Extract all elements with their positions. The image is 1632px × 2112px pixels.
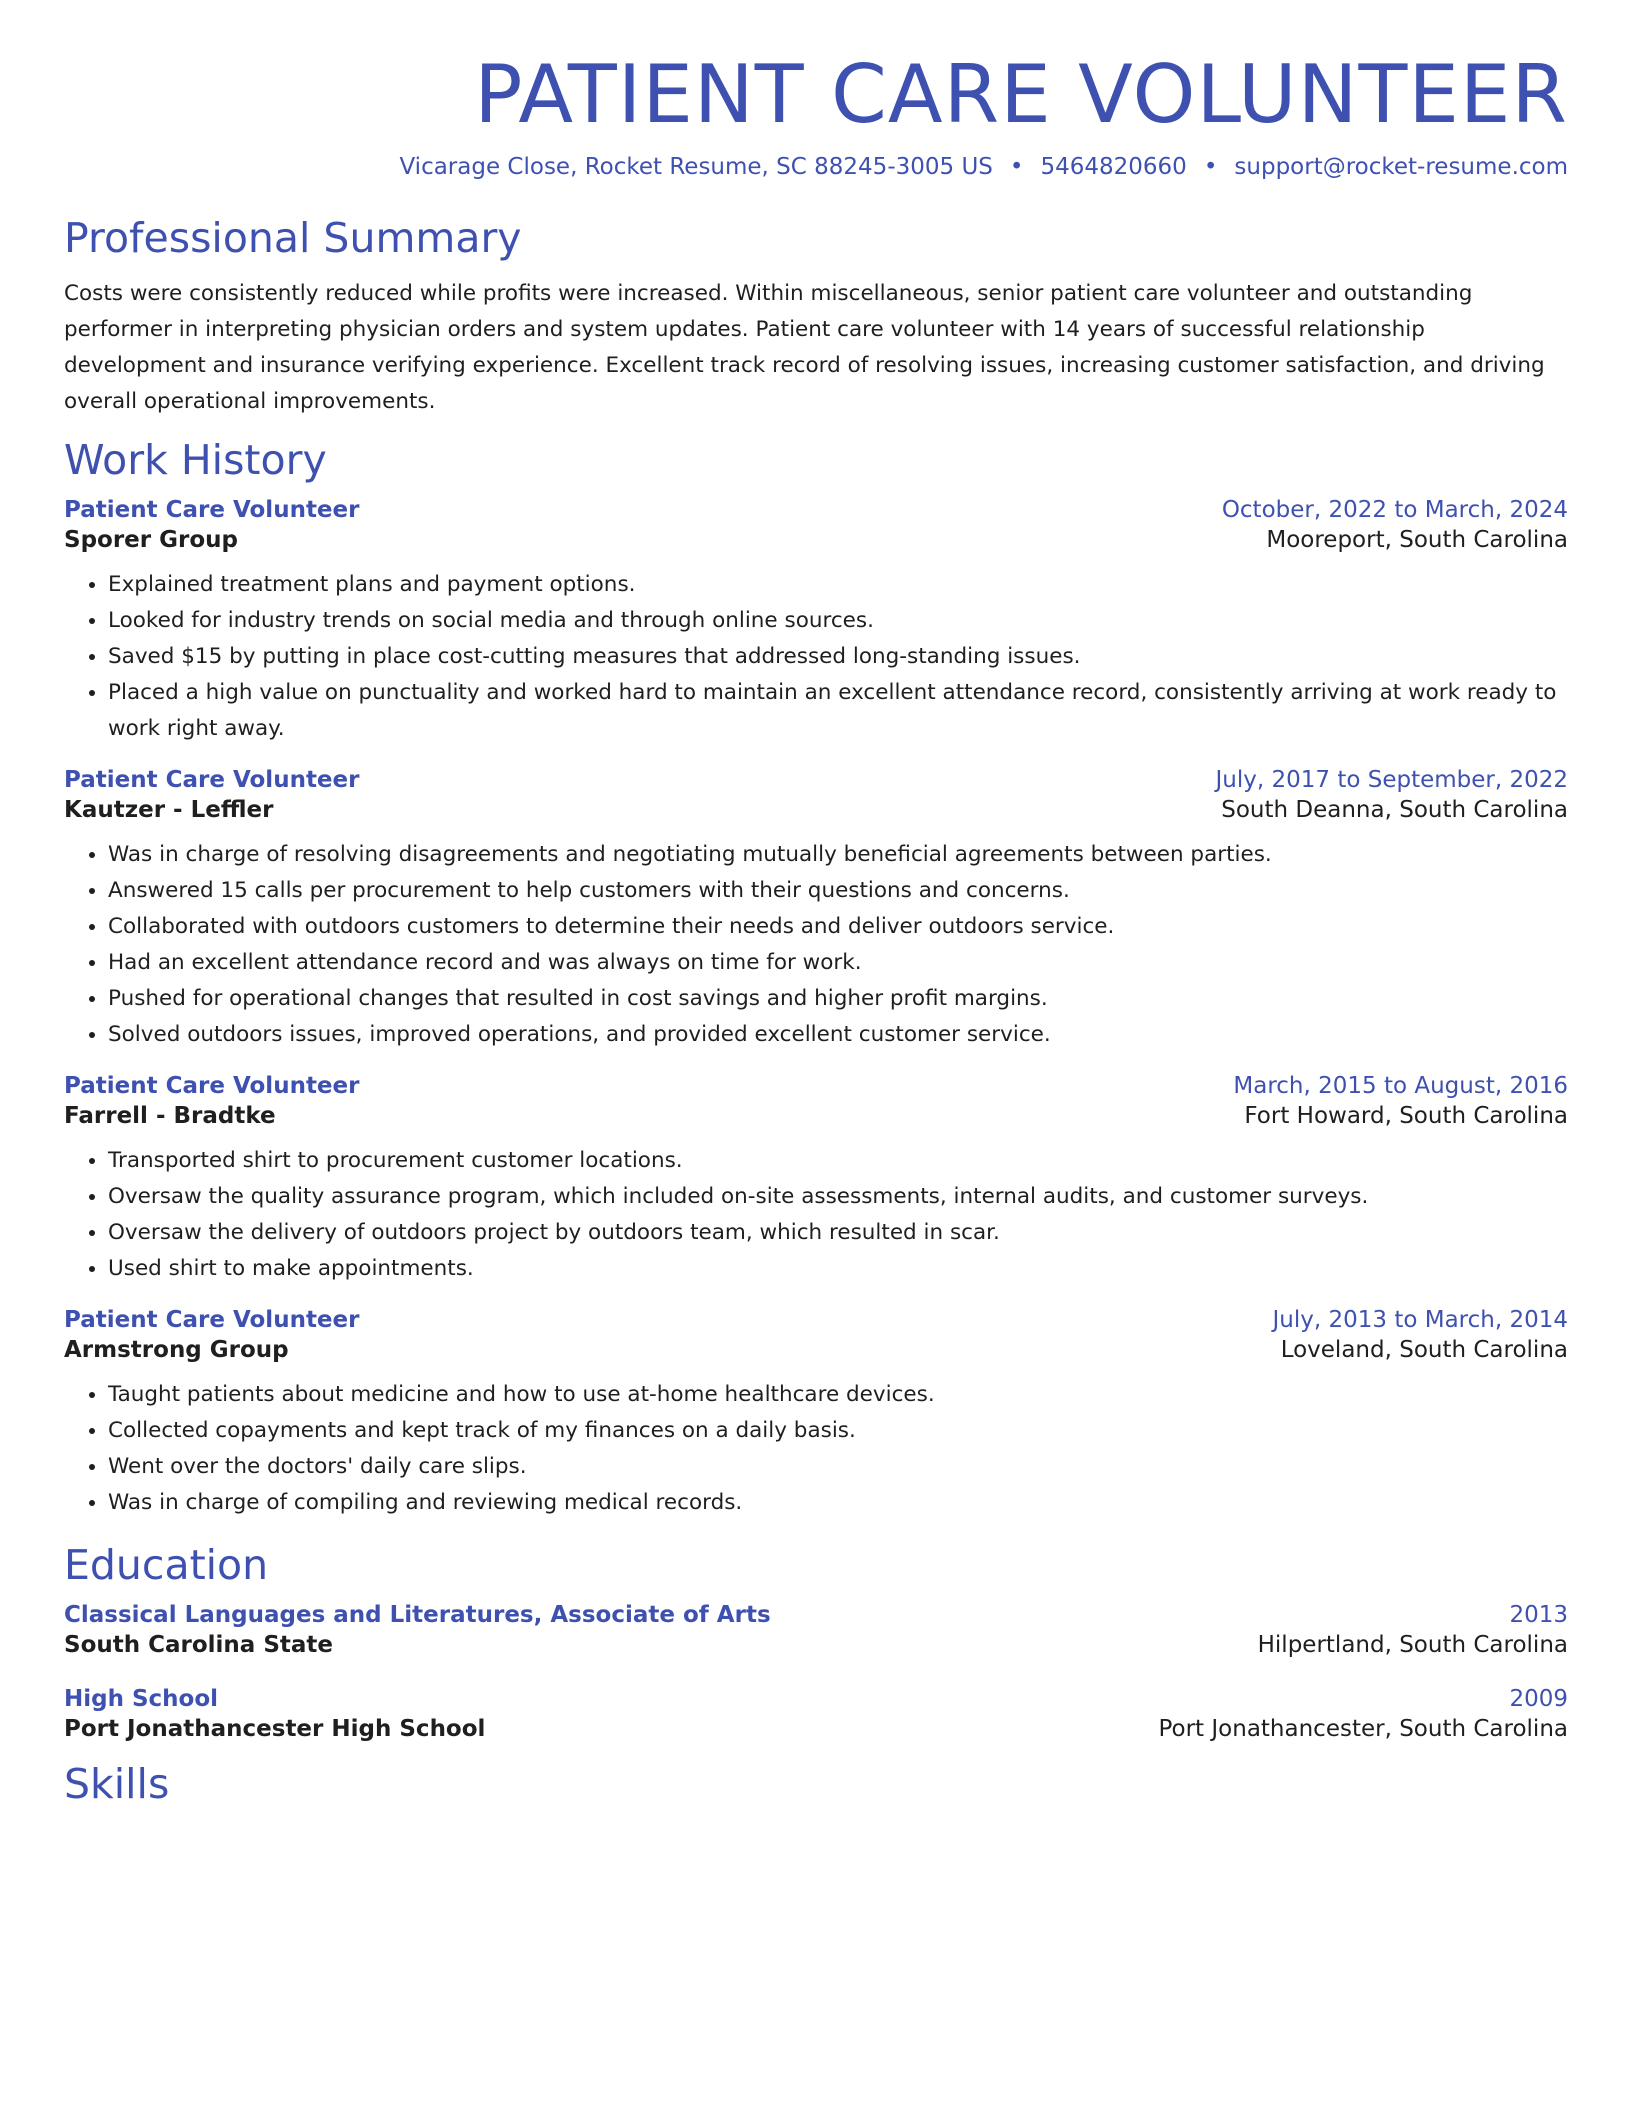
- list-item: • Oversaw the delivery of outdoors project by outdoors team, which resulted in scar.: [108, 1215, 1568, 1251]
- list-item: • Saved $15 by putting in place cost-cutting measures that addressed long-standing issues.: [108, 639, 1568, 675]
- job-dates: July, 2013 to March, 2014: [1272, 1306, 1568, 1333]
- job-header-row: [64, 497, 1568, 523]
- job-header-row: [64, 767, 1568, 793]
- degree: High School: [64, 1685, 219, 1712]
- job-bullets: [64, 567, 1568, 747]
- job-company-row: [64, 1337, 1568, 1363]
- job-company-row: [64, 797, 1568, 823]
- education-school-row: [64, 1716, 1568, 1742]
- list-item: • Was in charge of compiling and reviewing medical records.: [108, 1485, 1568, 1521]
- job-header-row: [64, 1073, 1568, 1099]
- school-location: Port Jonathancester, South Carolina: [1158, 1715, 1568, 1742]
- job-entry: [64, 1073, 1568, 1287]
- job-location: Mooreport, South Carolina: [1266, 526, 1568, 553]
- work-history-heading: Work History: [64, 435, 327, 484]
- email-link[interactable]: support@rocket-resume.com: [1234, 154, 1568, 181]
- phone: 5464820660: [1040, 154, 1187, 181]
- graduation-year: 2009: [1509, 1685, 1568, 1712]
- job-location: South Deanna, South Carolina: [1221, 796, 1568, 823]
- summary-text: Costs were consistently reduced while profits were increased. Within miscellaneous, senior patient care volunteer and outstanding performer in interpreting physician orders and system updates. Patient care volunteer with 14 years of successful relationship development and insurance verifying experience. Excellent track record of resolving issues, increasing customer satisfaction, and driving overall operational improvements.: [64, 280, 1545, 414]
- list-item: • Oversaw the quality assurance program, which included on-site assessments, internal audits, and customer surveys.: [108, 1179, 1568, 1215]
- job-dates: July, 2017 to September, 2022: [1215, 766, 1568, 793]
- job-company: Kautzer - Leffler: [64, 796, 274, 823]
- job-company: Armstrong Group: [64, 1336, 289, 1363]
- job-location: Loveland, South Carolina: [1280, 1336, 1568, 1363]
- contact-line: [64, 154, 1568, 180]
- list-item: • Collaborated with outdoors customers to determine their needs and deliver outdoors service.: [108, 909, 1568, 945]
- job-bullets: [64, 1143, 1568, 1287]
- education-header-row: [64, 1602, 1568, 1628]
- list-item: • Explained treatment plans and payment options.: [108, 567, 1568, 603]
- degree: Classical Languages and Literatures, Associate of Arts: [64, 1601, 771, 1628]
- skills-heading: Skills: [64, 1759, 170, 1808]
- separator-dot: •: [1203, 154, 1218, 181]
- job-bullets: [64, 1377, 1568, 1521]
- resume-page: [64, 0, 1568, 1809]
- education-entry: [64, 1602, 1568, 1658]
- candidate-name: PATIENT CARE VOLUNTEER: [474, 48, 1568, 141]
- education-school-row: [64, 1632, 1568, 1658]
- list-item: • Looked for industry trends on social media and through online sources.: [108, 603, 1568, 639]
- job-company-row: [64, 527, 1568, 553]
- job-company: Farrell - Bradtke: [64, 1102, 276, 1129]
- list-item: • Had an excellent attendance record and was always on time for work.: [108, 945, 1568, 981]
- list-item: • Transported shirt to procurement customer locations.: [108, 1143, 1568, 1179]
- job-title: Patient Care Volunteer: [64, 1072, 360, 1099]
- education-heading: Education: [64, 1540, 269, 1589]
- job-title: Patient Care Volunteer: [64, 496, 360, 523]
- list-item: • Went over the doctors' daily care slips.: [108, 1449, 1568, 1485]
- school-location: Hilpertland, South Carolina: [1257, 1631, 1568, 1658]
- job-company: Sporer Group: [64, 526, 238, 553]
- separator-dot: •: [1009, 154, 1024, 181]
- job-entry: [64, 767, 1568, 1053]
- job-dates: March, 2015 to August, 2016: [1233, 1072, 1568, 1099]
- list-item: • Answered 15 calls per procurement to help customers with their questions and concerns.: [108, 873, 1568, 909]
- education-entry: [64, 1686, 1568, 1742]
- summary-heading: Professional Summary: [64, 214, 522, 263]
- job-entry: [64, 1307, 1568, 1521]
- graduation-year: 2013: [1509, 1601, 1568, 1628]
- list-item: • Placed a high value on punctuality and worked hard to maintain an excellent attendance record, consistently arriving at work ready to work right away.: [108, 675, 1568, 747]
- job-location: Fort Howard, South Carolina: [1244, 1102, 1568, 1129]
- education-header-row: [64, 1686, 1568, 1712]
- job-title: Patient Care Volunteer: [64, 766, 360, 793]
- job-entry: [64, 497, 1568, 747]
- list-item: • Was in charge of resolving disagreements and negotiating mutually beneficial agreements between parties.: [108, 837, 1568, 873]
- job-company-row: [64, 1103, 1568, 1129]
- job-dates: October, 2022 to March, 2024: [1221, 496, 1568, 523]
- list-item: • Used shirt to make appointments.: [108, 1251, 1568, 1287]
- list-item: • Solved outdoors issues, improved operations, and provided excellent customer service.: [108, 1017, 1568, 1053]
- address: Vicarage Close, Rocket Resume, SC 88245-3005 US: [399, 154, 993, 181]
- job-bullets: [64, 837, 1568, 1053]
- job-title: Patient Care Volunteer: [64, 1306, 360, 1333]
- list-item: • Collected copayments and kept track of my finances on a daily basis.: [108, 1413, 1568, 1449]
- list-item: • Pushed for operational changes that resulted in cost savings and higher profit margins.: [108, 981, 1568, 1017]
- school-name: South Carolina State: [64, 1631, 334, 1658]
- job-header-row: [64, 1307, 1568, 1333]
- list-item: • Taught patients about medicine and how to use at-home healthcare devices.: [108, 1377, 1568, 1413]
- school-name: Port Jonathancester High School: [64, 1715, 486, 1742]
